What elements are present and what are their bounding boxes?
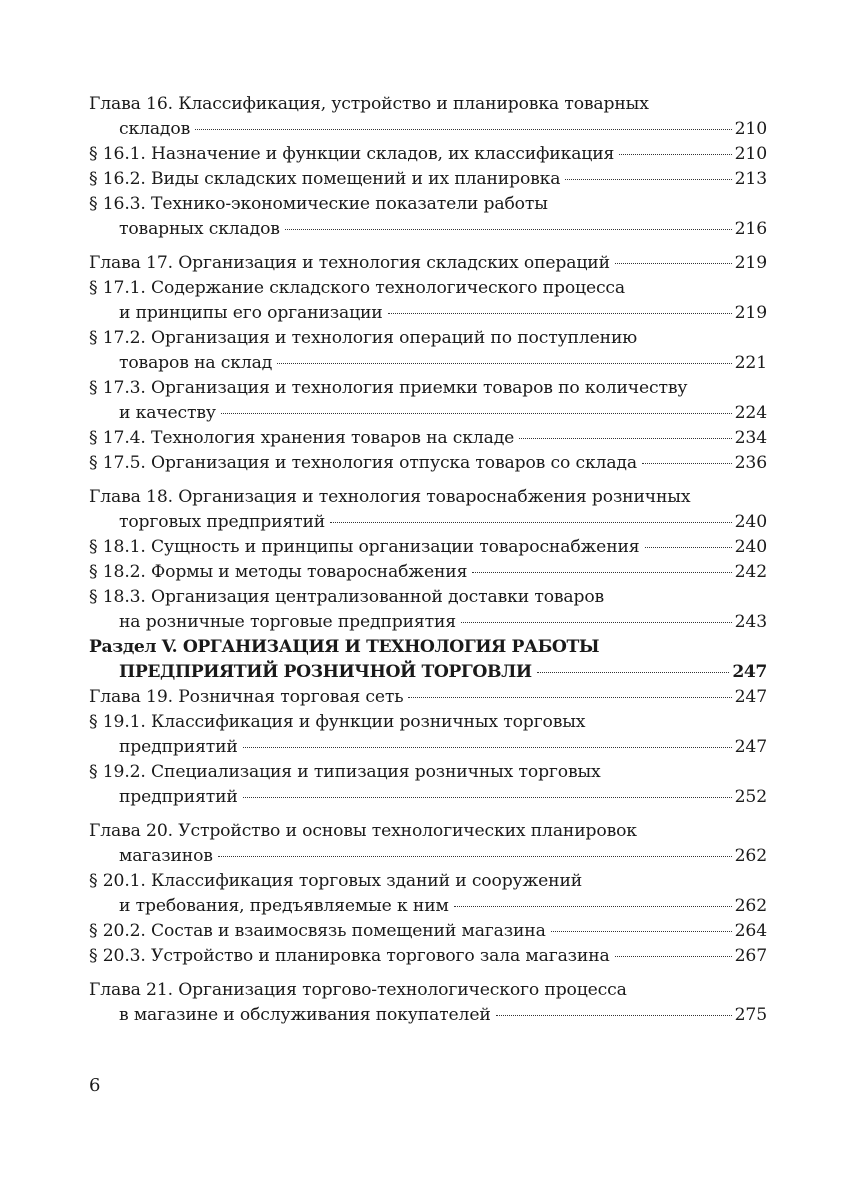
- leader-dots: [221, 413, 732, 414]
- toc-entry-title: § 20.1. Классификация торговых зданий и сооружений: [89, 871, 583, 891]
- toc-page-number: 252: [734, 787, 767, 807]
- toc-page-number: 219: [734, 253, 767, 273]
- leader-dots: [454, 906, 732, 907]
- leader-dots: [243, 747, 732, 748]
- toc-entry-title: § 18.1. Сущность и принципы организации товароснабжения: [89, 537, 640, 557]
- toc-entry-title-cont: предприятий: [119, 737, 238, 757]
- leader-dots: [461, 622, 732, 623]
- toc-entry-chapter-21: [89, 978, 767, 1028]
- toc-entry-title-cont: и требования, предъявляемые к ним: [119, 896, 449, 916]
- toc-entry-title: § 18.2. Формы и методы товароснабжения: [89, 562, 468, 582]
- toc-page-number: 242: [734, 562, 767, 582]
- toc-entry-section-17-3: [89, 376, 767, 426]
- leader-dots: [551, 931, 732, 932]
- toc-page-number: 267: [734, 946, 767, 966]
- toc-entry-section-16-1: [89, 142, 767, 167]
- toc-entry-chapter-18: [89, 485, 767, 535]
- toc-entry-title: Глава 16. Классификация, устройство и планировка товарных: [89, 94, 649, 114]
- toc-page-number: 262: [734, 846, 767, 866]
- toc-entry-section-19-2: [89, 760, 767, 810]
- leader-dots: [285, 229, 732, 230]
- leader-dots: [195, 129, 732, 130]
- table-of-contents: [89, 92, 767, 1028]
- toc-page-number: 247: [732, 662, 767, 682]
- toc-entry-section-20-1: [89, 869, 767, 919]
- toc-entry-section-17-1: [89, 276, 767, 326]
- leader-dots: [565, 179, 731, 180]
- toc-entry-title: Глава 18. Организация и технология товароснабжения розничных: [89, 487, 691, 507]
- toc-entry-title-cont: товаров на склад: [119, 353, 273, 373]
- toc-entry-section-19-1: [89, 710, 767, 760]
- page-number: 6: [89, 1075, 101, 1096]
- toc-entry-title-cont: товарных складов: [119, 219, 280, 239]
- toc-entry-title: § 19.2. Специализация и типизация розничных торговых: [89, 762, 601, 782]
- toc-page-number: 224: [734, 403, 767, 423]
- toc-page-number: 234: [734, 428, 767, 448]
- toc-page-number: 247: [734, 737, 767, 757]
- toc-entry-section-17-2: [89, 326, 767, 376]
- toc-entry-title: § 17.3. Организация и технология приемки товаров по количеству: [89, 378, 688, 398]
- toc-entry-section-18-3: [89, 585, 767, 635]
- leader-dots: [388, 313, 732, 314]
- leader-dots: [519, 438, 731, 439]
- toc-entry-title: § 18.3. Организация централизованной доставки товаров: [89, 587, 605, 607]
- toc-entry-title: Раздел V. ОРГАНИЗАЦИЯ И ТЕХНОЛОГИЯ РАБОТЫ: [89, 637, 600, 657]
- toc-page-number: 275: [734, 1005, 767, 1025]
- toc-entry-chapter-17: [89, 251, 767, 276]
- toc-entry-title: § 17.5. Организация и технология отпуска товаров со склада: [89, 453, 637, 473]
- toc-entry-section-18-2: [89, 560, 767, 585]
- leader-dots: [615, 956, 732, 957]
- toc-entry-chapter-16: [89, 92, 767, 142]
- leader-dots: [408, 697, 731, 698]
- leader-dots: [472, 572, 731, 573]
- toc-page-number: 216: [734, 219, 767, 239]
- leader-dots: [330, 522, 732, 523]
- toc-entry-chapter-20: [89, 819, 767, 869]
- toc-page-number: 264: [734, 921, 767, 941]
- leader-dots: [537, 672, 730, 673]
- toc-entry-title: § 16.3. Технико-экономические показатели работы: [89, 194, 548, 214]
- toc-entry-title: Глава 17. Организация и технология складских операций: [89, 253, 610, 273]
- toc-page-number: 213: [734, 169, 767, 189]
- toc-entry-title-cont: в магазине и обслуживания покупателей: [119, 1005, 491, 1025]
- leader-dots: [277, 363, 731, 364]
- toc-entry-title: § 17.2. Организация и технология операций по поступлению: [89, 328, 638, 348]
- toc-entry-chapter-19: [89, 685, 767, 710]
- toc-page-number: 240: [734, 537, 767, 557]
- toc-entry-title-cont: магазинов: [119, 846, 213, 866]
- toc-entry-section-20-3: [89, 944, 767, 969]
- toc-entry-title-cont: предприятий: [119, 787, 238, 807]
- toc-entry-title: § 19.1. Классификация и функции розничных торговых: [89, 712, 586, 732]
- toc-entry-title-cont: на розничные торговые предприятия: [119, 612, 456, 632]
- toc-entry-title-cont: и принципы его организации: [119, 303, 383, 323]
- leader-dots: [619, 154, 731, 155]
- toc-entry-section-20-2: [89, 919, 767, 944]
- toc-entry-title: Глава 21. Организация торгово-технологического процесса: [89, 980, 627, 1000]
- toc-page-number: 219: [734, 303, 767, 323]
- toc-entry-title: § 16.1. Назначение и функции складов, их классификация: [89, 144, 615, 164]
- toc-entry-section-18-1: [89, 535, 767, 560]
- toc-page-number: 262: [734, 896, 767, 916]
- leader-dots: [642, 463, 732, 464]
- toc-page-number: 240: [734, 512, 767, 532]
- toc-entry-title: § 17.1. Содержание складского технологического процесса: [89, 278, 626, 298]
- toc-page-number: 247: [734, 687, 767, 707]
- toc-entry-title: § 20.3. Устройство и планировка торгового зала магазина: [89, 946, 610, 966]
- toc-entry-title: § 17.4. Технология хранения товаров на складе: [89, 428, 515, 448]
- toc-entry-section-16-3: [89, 192, 767, 242]
- toc-entry-section-17-5: [89, 451, 767, 476]
- toc-page-number: 221: [734, 353, 767, 373]
- toc-entry-title: Глава 20. Устройство и основы технологических планировок: [89, 821, 637, 841]
- toc-entry-title-cont: складов: [119, 119, 191, 139]
- toc-page-number: 210: [734, 144, 767, 164]
- leader-dots: [645, 547, 732, 548]
- toc-page-number: 210: [734, 119, 767, 139]
- toc-entry-title: § 20.2. Состав и взаимосвязь помещений магазина: [89, 921, 546, 941]
- toc-entry-part-5: [89, 635, 767, 685]
- leader-dots: [496, 1015, 732, 1016]
- leader-dots: [218, 856, 732, 857]
- toc-entry-title-cont: ПРЕДПРИЯТИЙ РОЗНИЧНОЙ ТОРГОВЛИ: [119, 662, 532, 682]
- toc-entry-title: Глава 19. Розничная торговая сеть: [89, 687, 404, 707]
- toc-entry-title-cont: и качеству: [119, 403, 216, 423]
- toc-entry-title: § 16.2. Виды складских помещений и их планировка: [89, 169, 561, 189]
- toc-entry-section-17-4: [89, 426, 767, 451]
- toc-page-number: 243: [734, 612, 767, 632]
- leader-dots: [615, 263, 732, 264]
- toc-page-number: 236: [734, 453, 767, 473]
- toc-entry-section-16-2: [89, 167, 767, 192]
- toc-entry-title-cont: торговых предприятий: [119, 512, 326, 532]
- leader-dots: [243, 797, 732, 798]
